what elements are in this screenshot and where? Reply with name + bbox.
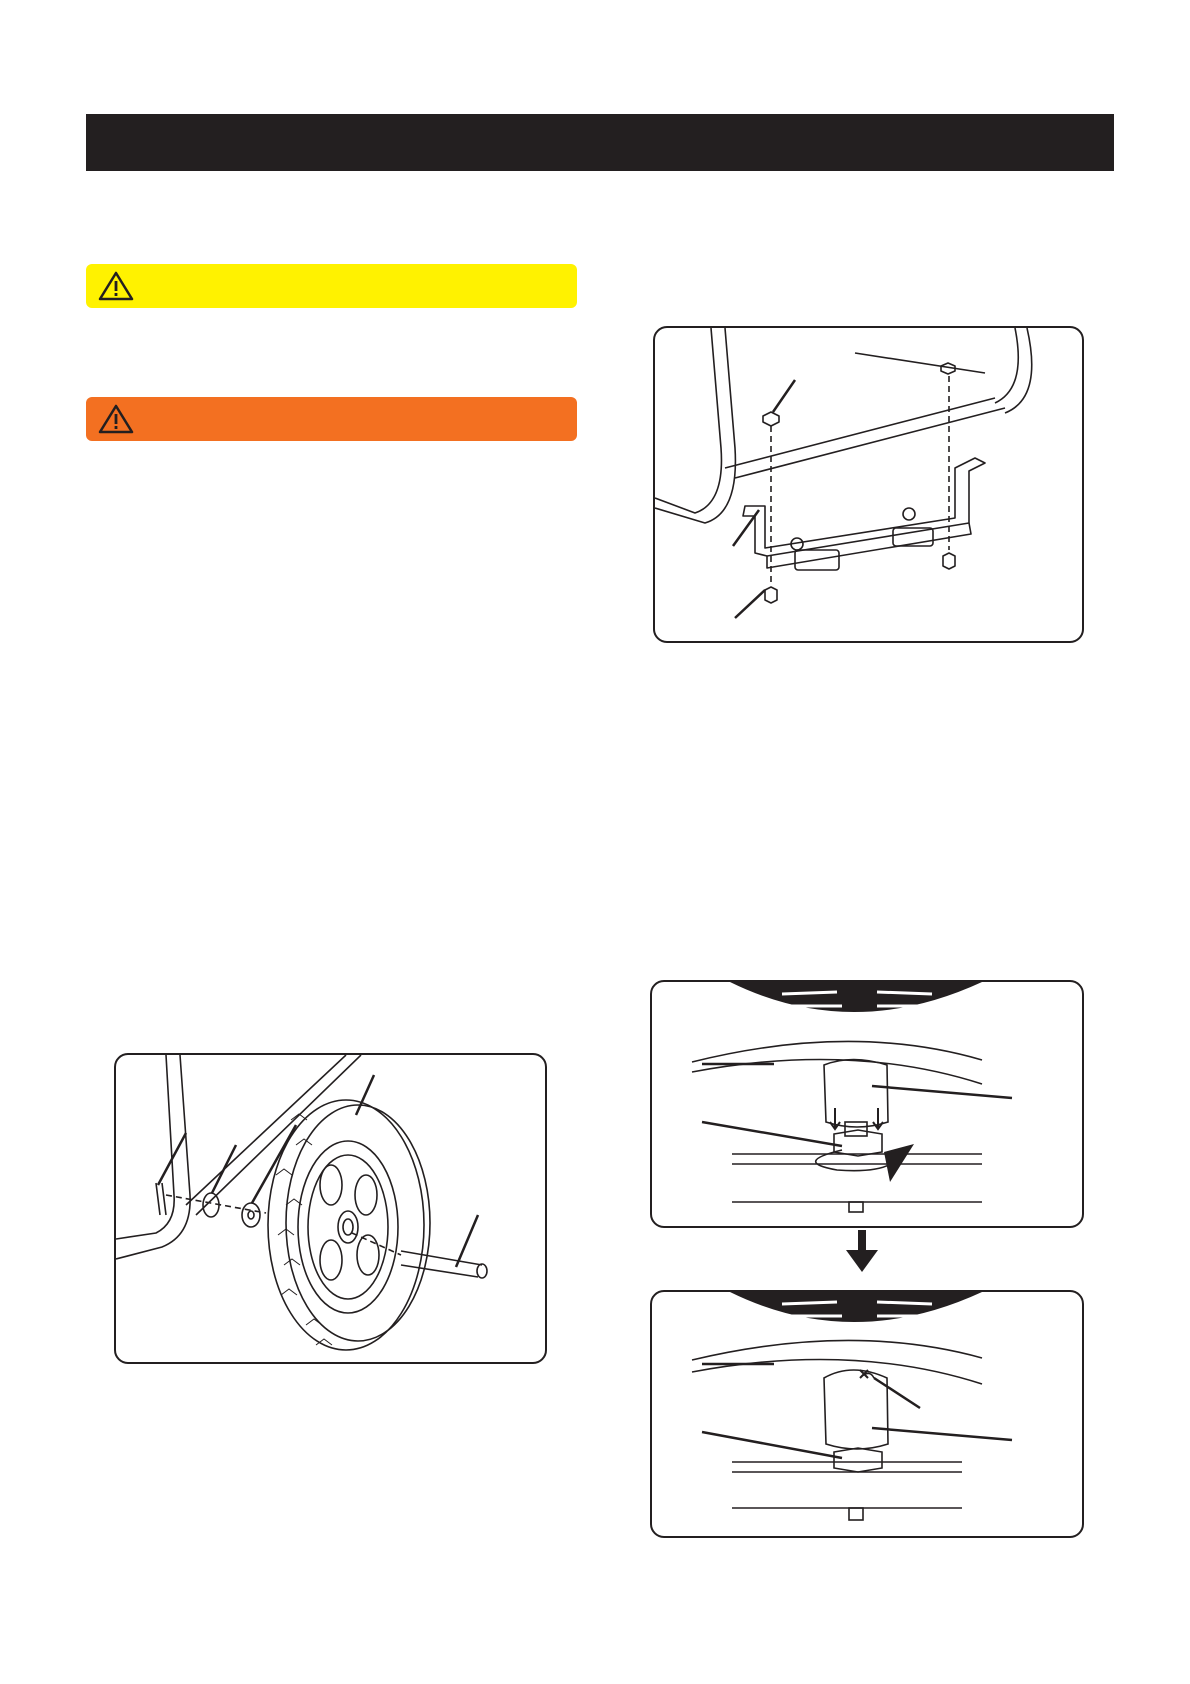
foot-adjust-before-figure (650, 980, 1084, 1228)
wheel-assembly-figure (114, 1053, 547, 1364)
wheel-axle-assembly-diagram (116, 1055, 545, 1362)
rubber-foot-nut-tighten-diagram (652, 982, 1082, 1226)
foot-adjust-after-figure (650, 1290, 1084, 1538)
rubber-foot-nut-tightened-diagram (652, 1292, 1082, 1536)
foot-mount-figure (653, 326, 1084, 643)
warning-banner (86, 397, 577, 441)
foot-bracket-assembly-diagram (655, 328, 1082, 641)
arrow-down-icon (843, 1230, 881, 1272)
warning-triangle-icon (98, 271, 134, 301)
caution-banner (86, 264, 577, 308)
section-header-bar (86, 114, 1114, 171)
warning-triangle-icon (98, 404, 134, 434)
